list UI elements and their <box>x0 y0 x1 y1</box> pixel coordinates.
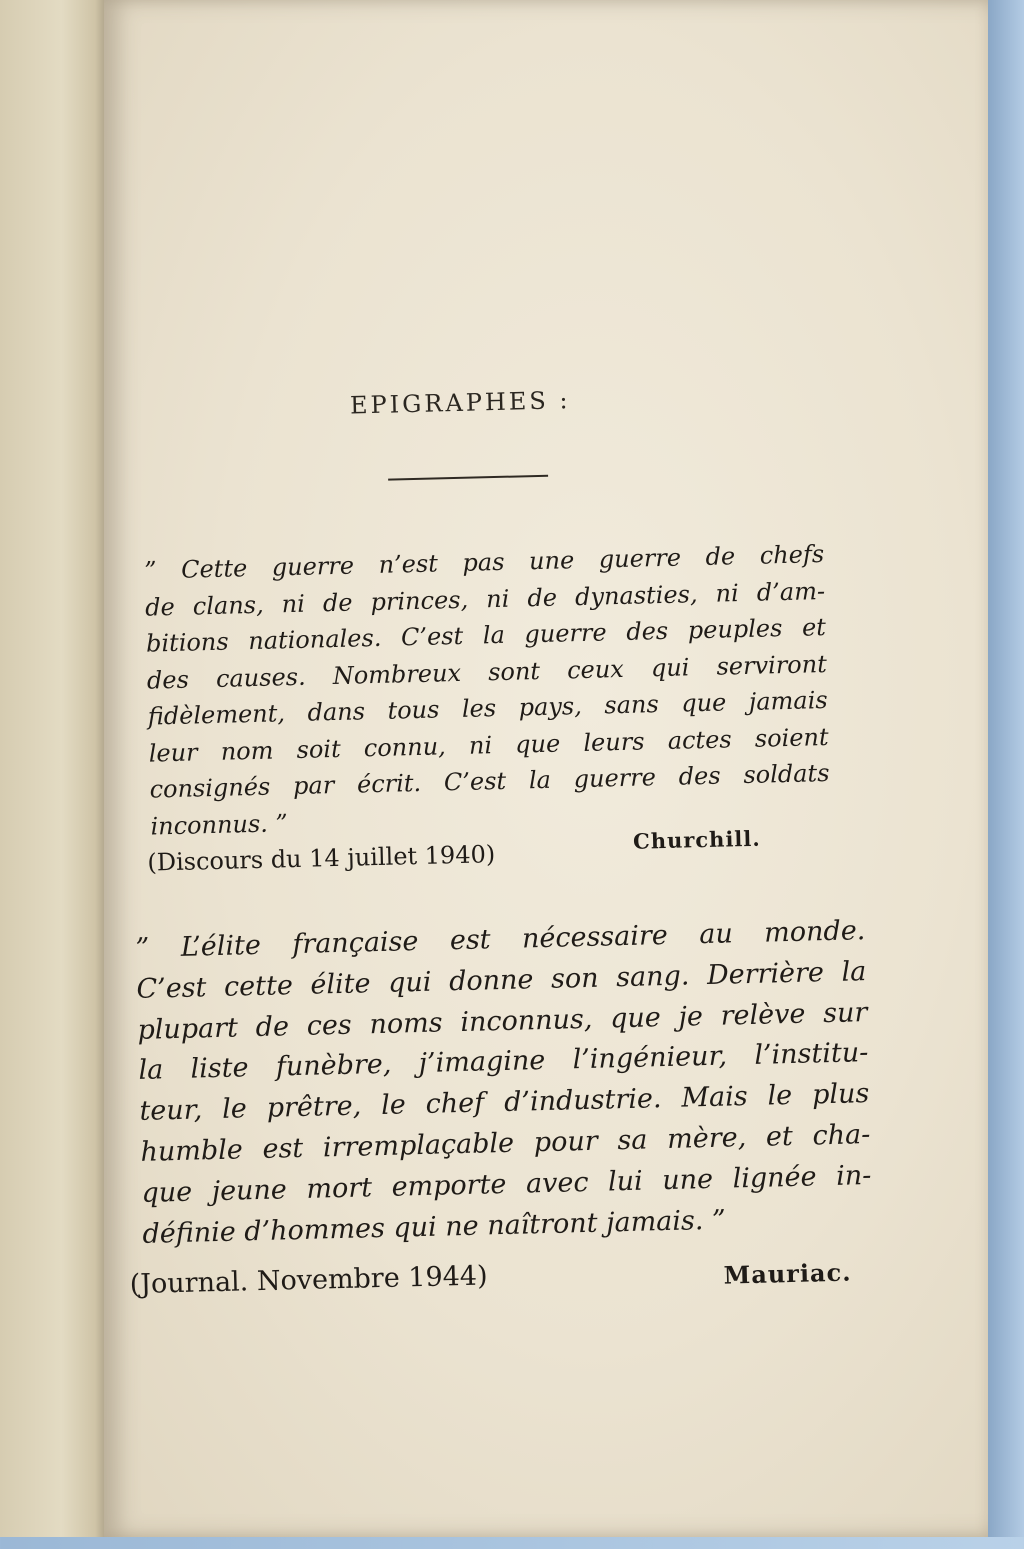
epigraph-churchill <box>144 536 831 845</box>
quote-line: la liste funèbre, j’imagine l’ingénieur, l’institu- <box>138 1037 869 1087</box>
quote-line: définie d’hommes qui ne naîtront jamais. ” <box>142 1204 727 1250</box>
title-rule <box>388 475 548 481</box>
quote-line: consignés par écrit. C’est la guerre des soldats <box>149 758 830 804</box>
quote-author: Churchill. <box>632 825 761 854</box>
page-title: EPIGRAPHES : <box>349 386 571 420</box>
epigraph-mauriac <box>135 911 873 1255</box>
quote-line: ” Cette guerre n’est pas une guerre de chefs <box>143 540 825 585</box>
quote-line: que jeune mort emporte avec lui une lignée in- <box>141 1159 872 1209</box>
quote-source: (Discours du 14 juillet 1940) <box>147 840 496 877</box>
quote-line: teur, le prêtre, le chef d’industrie. Mais le plus <box>139 1078 870 1128</box>
quote-line: des causes. Nombreux sont ceux qui serviront <box>146 649 828 695</box>
quote-line: ” L’élite française est nécessaire au monde. <box>135 915 866 964</box>
quote-line: fidèlement, dans tous les pays, sans que jamais <box>147 685 828 731</box>
quote-line: de clans, ni de princes, ni de dynasties, ni d’am- <box>144 576 826 622</box>
quote-line: plupart de ces noms inconnus, que je relève sur <box>137 996 868 1046</box>
quote-line: bitions nationales. C’est la guerre des peuples et <box>145 612 827 658</box>
quote-line: leur nom soit connu, ni que leurs actes soient <box>148 722 829 768</box>
quote-source: (Journal. Novembre 1944) <box>129 1260 488 1301</box>
quote-line: inconnus. ” <box>150 808 289 841</box>
quote-line: C’est cette élite qui donne son sang. Derrière la <box>136 955 867 1005</box>
quote-author: Mauriac. <box>723 1257 852 1290</box>
quote-line: humble est irremplaçable pour sa mère, et cha- <box>140 1119 871 1168</box>
